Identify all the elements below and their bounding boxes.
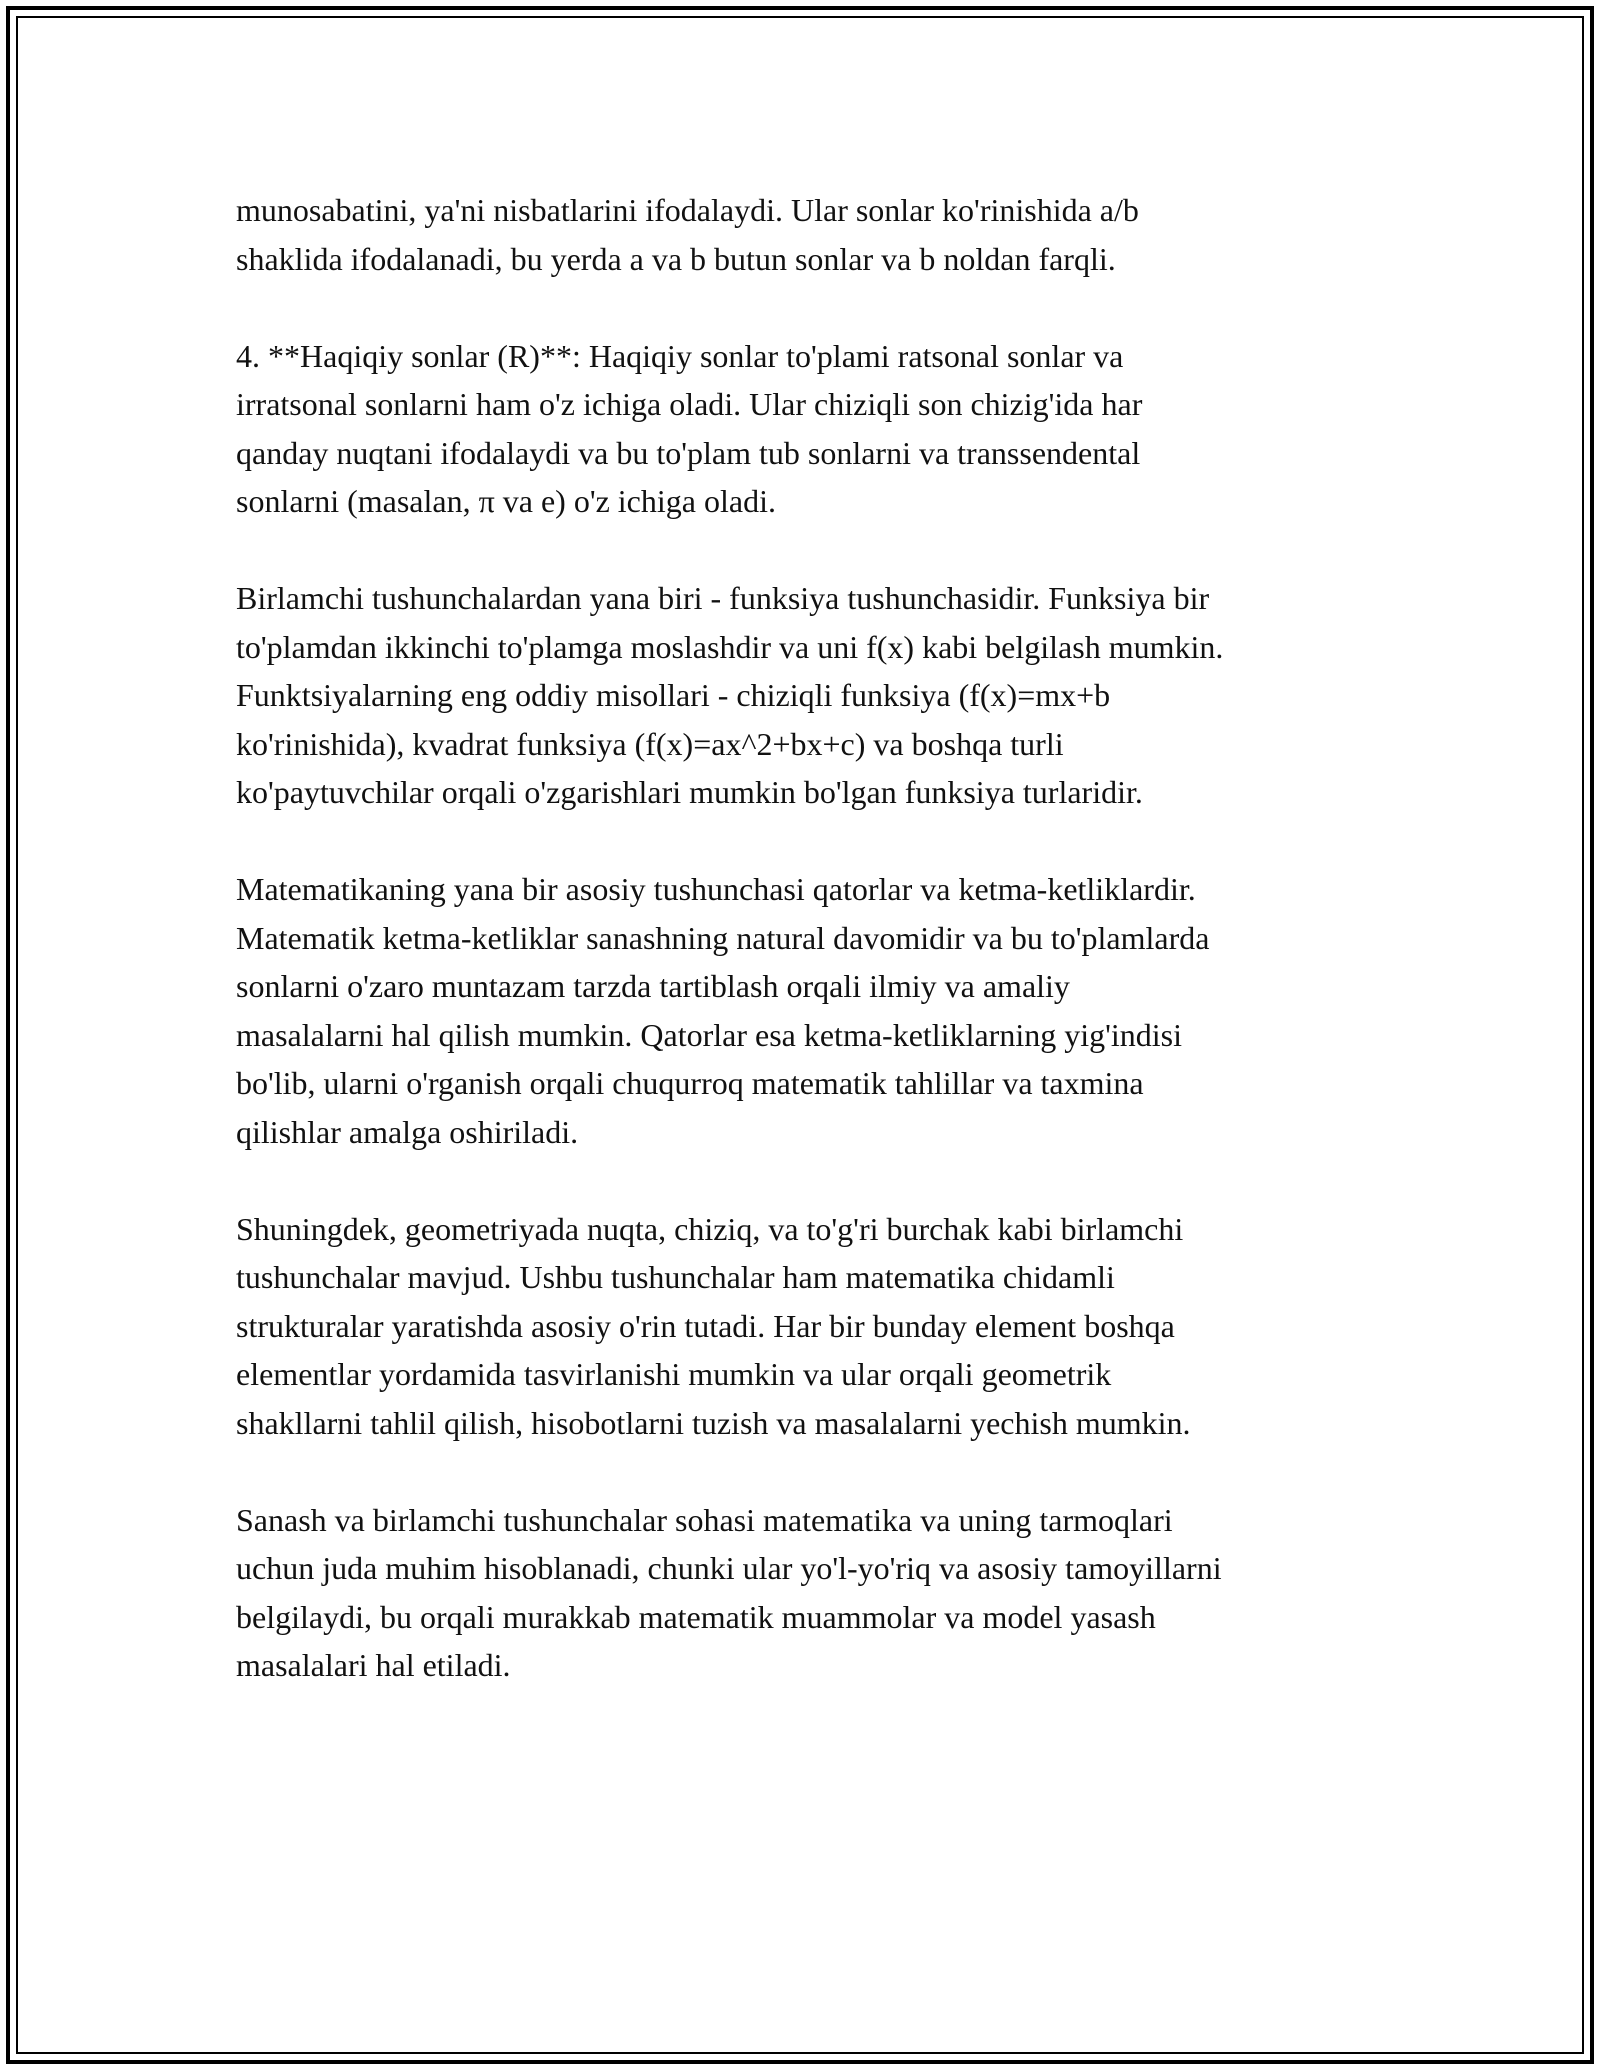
paragraph-real-numbers: 4. **Haqiqiy sonlar (R)**: Haqiqiy sonlar to'plami ratsonal sonlar va irratsonal sonlarni ham o'z ichiga oladi. Ular chiziqli son chizig'ida har qanday nuqtani ifodalaydi va bu to'plam tub sonlarni va transsendental sonlarni (masalan, π va e) o'z ichiga oladi. [236,337,1143,519]
paragraph-geometry: Shuningdek, geometriyada nuqta, chiziq, va to'g'ri burchak kabi birlamchi tushunchalar mavjud. Ushbu tushunchalar ham matematika chidamli strukturalar yaratishda asosiy o'rin tutadi. Har bir bunday element boshqa elementlar yordamida tasvirlanishi mumkin va ular orqali geometrik shakllarni tahlil qilish, hisobotlarni tuzish va masalalarni yechish mumkin. [236,1210,1191,1441]
paragraph-sequences-series: Matematikaning yana bir asosiy tushunchasi qatorlar va ketma-ketliklardir. Matematik ketma-ketliklar sanashning natural davomidir va bu to'plamlarda sonlarni o'zaro muntazam tarzda tartiblash orqali ilmiy va amaliy masalalarni hal qilish mumkin. Qatorlar esa ketma-ketliklarning yig'indisi bo'lib, ularni o'rganish orqali chuqurroq matematik tahlillar va taxmina qilishlar amalga oshiriladi. [236,871,1210,1150]
paragraph-conclusion: Sanash va birlamchi tushunchalar sohasi matematika va uning tarmoqlari uchun juda muhim hisoblanadi, chunki ular yo'l-yo'riq va asosiy tamoyillarni belgilaydi, bu orqali murakkab matematik muammolar va model yasash masalalari hal etiladi. [236,1501,1222,1683]
paragraph-rational-numbers-continued: munosabatini, ya'ni nisbatlarini ifodalaydi. Ular sonlar ko'rinishida a/b shaklida ifodalanadi, bu yerda a va b butun sonlar va b noldan farqli. [236,192,1139,277]
paragraph-functions: Birlamchi tushunchalardan yana biri - funksiya tushunchasidir. Funksiya bir to'plamdan ikkinchi to'plamga moslashdir va uni f(x) kabi belgilash mumkin. Funktsiyalarning eng oddiy misollari - chiziqli funksiya (f(x)=mx+b ko'rinishida), kvadrat funksiya (f(x)=ax^2+bx+c) va boshqa turli ko'paytuvchilar orqali o'zgarishlari mumkin bo'lgan funksiya turlaridir. [236,580,1224,810]
document-body [236,186,1396,1738]
